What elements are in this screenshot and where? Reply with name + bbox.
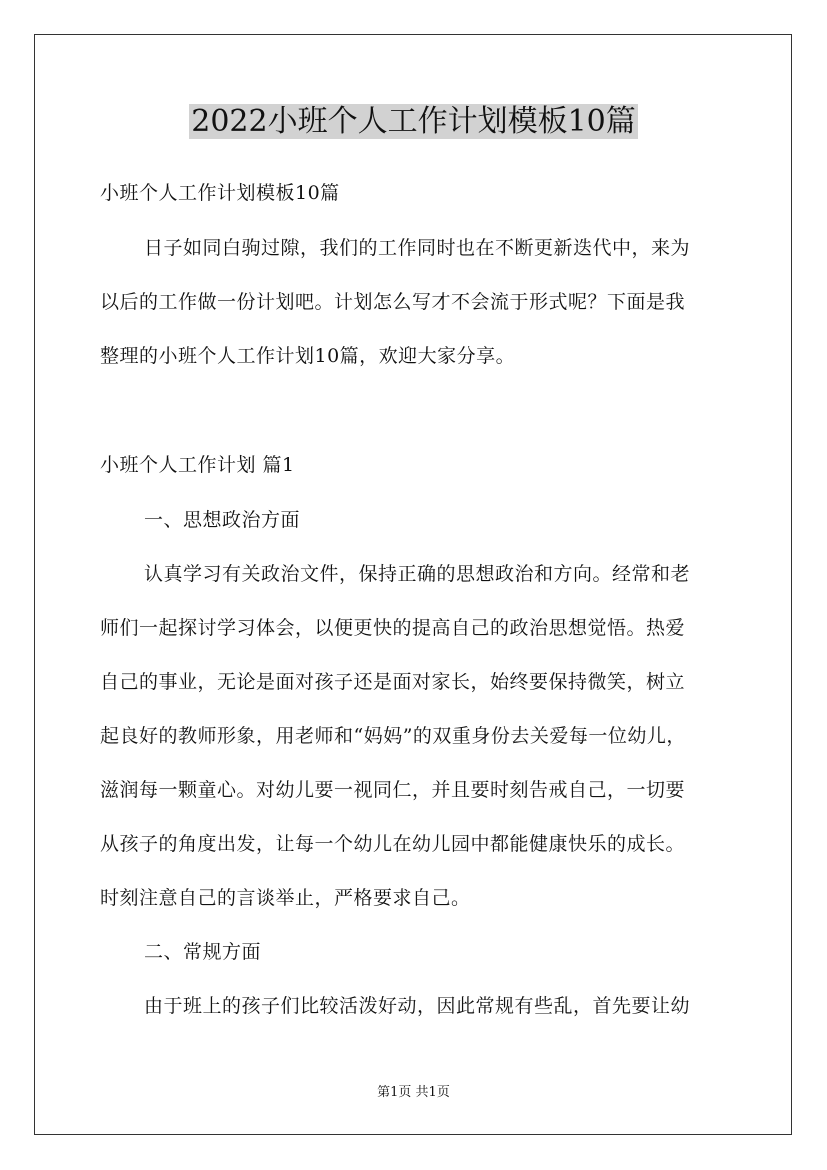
- paragraph-line: 从孩子的角度出发，让每一个幼儿在幼儿园中都能健康快乐的成长。: [100, 833, 686, 855]
- section-heading: 二、常规方面: [144, 941, 262, 963]
- section-title: 小班个人工作计划 篇1: [100, 454, 295, 476]
- document-subtitle: 小班个人工作计划模板10篇: [100, 182, 340, 204]
- section-heading: 一、思想政治方面: [144, 509, 301, 531]
- intro-line: 整理的小班个人工作计划10篇，欢迎大家分享。: [100, 345, 516, 367]
- paragraph-line: 滋润每一颗童心。对幼儿要一视同仁，并且要时刻告戒自己，一切要: [100, 779, 686, 801]
- intro-line: 以后的工作做一份计划吧。计划怎么写才不会流于形式呢？下面是我: [100, 291, 686, 313]
- page-footer: 第1页 共1页: [377, 1085, 450, 1100]
- paragraph-line: 师们一起探讨学习体会，以便更快的提高自己的政治思想觉悟。热爱: [100, 617, 686, 639]
- paragraph-line: 认真学习有关政治文件，保持正确的思想政治和方向。经常和老: [144, 563, 691, 585]
- paragraph-line: 自己的事业，无论是面对孩子还是面对家长，始终要保持微笑，树立: [100, 671, 686, 693]
- intro-line: 日子如同白驹过隙，我们的工作同时也在不断更新迭代中，来为: [144, 237, 691, 259]
- document-title: 2022小班个人工作计划模板10篇: [191, 104, 636, 139]
- paragraph-line: 时刻注意自己的言谈举止，严格要求自己。: [100, 887, 471, 909]
- paragraph-line: 由于班上的孩子们比较活泼好动，因此常规有些乱，首先要让幼: [144, 995, 691, 1017]
- paragraph-line: 起良好的教师形象，用老师和“妈妈”的双重身份去关爱每一位幼儿，: [100, 725, 686, 747]
